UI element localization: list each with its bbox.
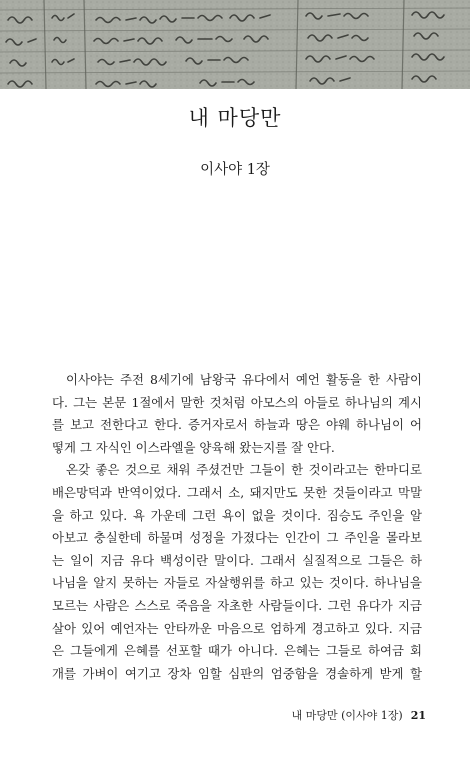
body-text [52,369,422,685]
text-line: 나님을 알지 못하는 자들로 자살행위를 하고 있는 것이다. 하나님을 [52,575,422,591]
text-line: 를 보고 전한다고 한다. 증거자로서 하늘과 땅은 야웨 하나님이 어 [52,417,422,433]
text-line: 개를 가벼이 여기고 장차 임할 심판의 엄중함을 경솔하게 받게 할 [52,665,422,681]
text-line: 배은망덕과 반역이었다. 그래서 소, 돼지만도 못한 것들이라고 막말 [52,484,422,500]
text-line: 이사야는 주전 8세기에 남왕국 유다에서 예언 활동을 한 사람이 [66,372,422,387]
chapter-subtitle: 이사야 1장 [200,162,270,178]
running-head: 내 마당만 (이사야 1장) [291,709,403,722]
text-line: 아보고 충실한데 하물며 성정을 가졌다는 인간이 그 주인을 몰라보 [52,530,422,546]
text-line: 온갖 좋은 것으로 채워 주셨건만 그들이 한 것이라고는 한마디로 [66,462,422,478]
text-line: 모르는 사람은 스스로 죽음을 자초한 사람들이다. 그런 유다가 지금 [52,597,422,613]
text-line: 은 그들에게 은혜를 선포할 때가 아니다. 은혜는 그들로 하여금 회 [52,643,422,659]
page-number: 21 [410,709,426,722]
text-line: 다. 그는 본문 1절에서 말한 것처럼 아모스의 아들로 하나님의 계시 [52,394,422,410]
chapter-title: 내 마당만 [188,106,282,130]
ancient-scroll-illustration [0,0,470,89]
text-line: 는 일이 지금 유다 백성이란 말이다. 그래서 실질적으로 그들은 하 [52,552,422,568]
text-line: 살아 있어 예언자는 안타까운 마음으로 엄하게 경고하고 있다. 지금 [52,620,422,636]
text-line: 을 하고 있다. 욕 가운데 그런 욕이 없을 것이다. 짐승도 주인을 알 [52,507,422,523]
page-footer [292,707,426,723]
text-line: 떻게 그 자식인 이스라엘을 양육해 왔는지를 잘 안다. [52,439,335,455]
manuscript-banner-image [0,0,470,89]
